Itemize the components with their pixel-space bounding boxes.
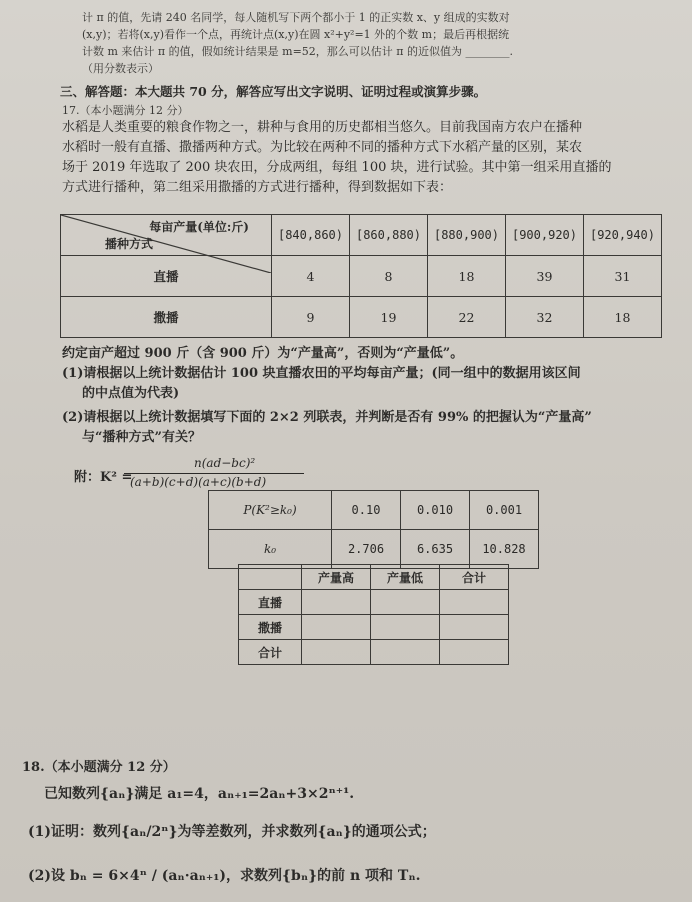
table-cell: 32: [506, 297, 584, 338]
q16-text-line-1: 计 π 的值，先请 240 名同学，每人随机写下两个都小于 1 的正实数 x、y 组成的实数对: [82, 11, 510, 24]
table-cell: 2.706: [332, 530, 401, 569]
blank-cell: [440, 615, 509, 640]
row-label-direct: 直播: [61, 256, 272, 297]
row-header: 直播: [239, 590, 302, 615]
q17-number: 17.（本小题满分 12 分）: [62, 104, 189, 117]
q18-number: 18.（本小题满分 12 分）: [22, 760, 176, 775]
blank-cell: [371, 615, 440, 640]
table-cell: 9: [272, 297, 350, 338]
range-header: [860,880): [350, 215, 428, 256]
q17-part1-line-1: (1)请根据以上统计数据估计 100 块直播农田的平均每亩产量；(同一组中的数据用该区间: [62, 366, 581, 381]
table-cell: 0.001: [470, 491, 539, 530]
range-header: [840,860): [272, 215, 350, 256]
q16-text-line-4: （用分数表示）: [82, 62, 159, 75]
probability-header: P(K²≥k₀): [209, 491, 332, 530]
q18-given: 已知数列{aₙ}满足 a₁=4，aₙ₊₁=2aₙ+3×2ⁿ⁺¹.: [44, 786, 355, 802]
q17-definition: 约定亩产超过 900 斤（含 900 斤）为“产量高”，否则为“产量低”。: [62, 346, 464, 361]
row-header: 合计: [239, 640, 302, 665]
table-cell: 0.10: [332, 491, 401, 530]
row-header: 撒播: [239, 615, 302, 640]
table-cell: 31: [584, 256, 662, 297]
row-label-broadcast: 撒播: [61, 297, 272, 338]
column-header: 产量低: [371, 565, 440, 590]
diagonal-header-cell: [61, 215, 272, 256]
q16-text-line-2: (x,y)；若将(x,y)看作一个点，再统计点(x,y)在圆 x²+y²=1 外的个数 m；最后再根据统: [82, 28, 510, 41]
table-cell: 4: [272, 256, 350, 297]
column-header: 产量高: [302, 565, 371, 590]
header-method-label: 播种方式: [105, 237, 154, 251]
blank-cell: [302, 590, 371, 615]
empty-corner: [239, 565, 302, 590]
table-cell: 6.635: [401, 530, 470, 569]
q18-part1: (1)证明：数列{aₙ/2ⁿ}为等差数列，并求数列{aₙ}的通项公式；: [28, 824, 436, 840]
blank-cell: [302, 615, 371, 640]
q18-part2: (2)设 bₙ = 6×4ⁿ / (aₙ·aₙ₊₁)，求数列{bₙ}的前 n 项和 Tₙ.: [28, 868, 421, 884]
blank-cell: [371, 640, 440, 665]
contingency-table: [238, 564, 509, 665]
q17-intro-line-2: 水稻时一般有直播、撒播两种方式。为比较在两种不同的播种方式下水稻产量的区别，某农: [62, 140, 583, 155]
range-header: [900,920): [506, 215, 584, 256]
table-cell: 10.828: [470, 530, 539, 569]
critical-value-table: [208, 490, 539, 569]
table-cell: 18: [584, 297, 662, 338]
table-cell: 39: [506, 256, 584, 297]
section-heading: 三、解答题：本大题共 70 分，解答应写出文字说明、证明过程或演算步骤。: [60, 84, 487, 99]
q17-part2-line-2: 与“播种方式”有关？: [82, 430, 201, 445]
q17-part1-line-2: 的中点值为代表): [82, 386, 180, 401]
table-cell: 18: [428, 256, 506, 297]
fraction-bar: [124, 473, 304, 474]
yield-data-table: [60, 214, 662, 338]
q17-intro-line-4: 方式进行播种，第二组采用撒播的方式进行播种，得到数据如下表：: [62, 180, 453, 195]
q17-intro-line-1: 水稻是人类重要的粮食作物之一，耕种与食用的历史都相当悠久。目前我国南方农户在播种: [62, 120, 583, 135]
range-header: [920,940): [584, 215, 662, 256]
table-cell: 19: [350, 297, 428, 338]
table-cell: 0.010: [401, 491, 470, 530]
formula-prefix: 附：K² =: [74, 470, 133, 485]
blank-cell: [371, 590, 440, 615]
blank-cell: [302, 640, 371, 665]
range-header: [880,900): [428, 215, 506, 256]
formula-numerator: n(ad−bc)²: [194, 456, 256, 470]
table-cell: 8: [350, 256, 428, 297]
q16-text-line-3: 计数 m 来估计 π 的值，假如统计结果是 m=52，那么可以估计 π 的近似值为 ________.: [82, 45, 514, 58]
k0-header: k₀: [209, 530, 332, 569]
column-header: 合计: [440, 565, 509, 590]
formula-denominator: (a+b)(c+d)(a+c)(b+d): [130, 475, 267, 489]
table-cell: 22: [428, 297, 506, 338]
header-yield-label: 每亩产量(单位:斤): [149, 220, 249, 234]
q17-intro-line-3: 场于 2019 年选取了 200 块农田，分成两组，每组 100 块，进行试验。其中第一组采用直播的: [62, 160, 612, 175]
blank-cell: [440, 640, 509, 665]
q17-part2-line-1: (2)请根据以上统计数据填写下面的 2×2 列联表，并判断是否有 99% 的把握认为“产量高”: [62, 410, 592, 425]
blank-cell: [440, 590, 509, 615]
